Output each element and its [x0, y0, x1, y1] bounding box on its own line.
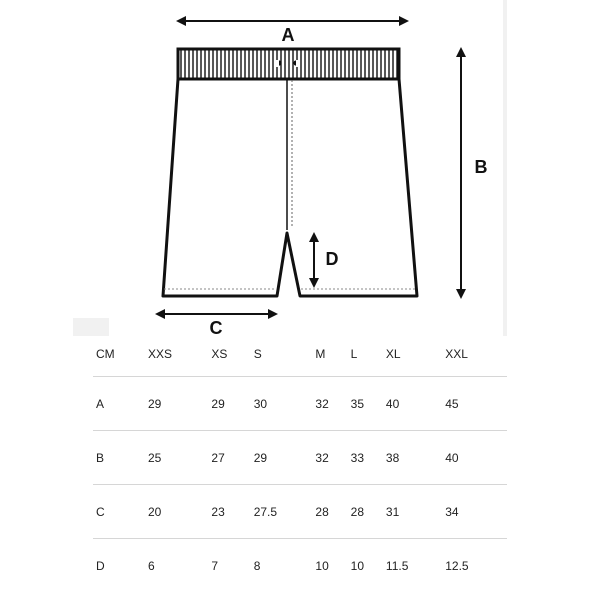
- table-row: [93, 431, 507, 485]
- table-cell: 45: [445, 377, 507, 431]
- row-label: A: [93, 377, 148, 431]
- table-cell: 38: [386, 431, 445, 485]
- size-header: XL: [386, 332, 445, 377]
- table-cell: 6: [148, 558, 155, 573]
- table-cell: 31: [386, 485, 445, 539]
- waistband: [178, 49, 399, 79]
- size-chart-table: [93, 332, 507, 592]
- size-header: XXS: [148, 332, 211, 377]
- table-cell: 28: [351, 485, 386, 539]
- table-cell: 34: [445, 485, 507, 539]
- table-cell: 29: [148, 377, 211, 431]
- table-cell: 33: [351, 431, 386, 485]
- table-cell: 7: [211, 558, 219, 573]
- shorts-body: [163, 79, 417, 296]
- size-header: L: [351, 332, 386, 377]
- table-row: [93, 485, 507, 539]
- row-label: C: [93, 485, 148, 539]
- table-cell: 30: [254, 377, 316, 431]
- table-cell: 35: [351, 377, 386, 431]
- size-header: M: [315, 332, 350, 377]
- table-cell: 23: [211, 485, 253, 539]
- table-cell: 20: [148, 485, 211, 539]
- table-cell: 10: [350, 558, 365, 573]
- table-cell: 32: [315, 431, 350, 485]
- table-cell: 27.5: [254, 485, 316, 539]
- table-cell: 32: [315, 377, 350, 431]
- table-header-row: [93, 332, 507, 377]
- table-row: [93, 377, 507, 431]
- table-cell: 29: [254, 431, 316, 485]
- label-b: B: [474, 157, 488, 177]
- table-cell: 10: [315, 558, 329, 573]
- table-cell: 28: [315, 485, 350, 539]
- table-cell: 40: [445, 431, 507, 485]
- table-cell: 25: [148, 431, 211, 485]
- size-header: XS: [211, 332, 253, 377]
- table-cell: 12.5: [445, 558, 469, 573]
- row-label: B: [93, 431, 148, 485]
- label-c: C: [209, 318, 223, 338]
- table-cell: 29: [211, 377, 253, 431]
- table-cell: 27: [211, 431, 253, 485]
- label-d: D: [325, 249, 339, 269]
- table-cell: 8: [253, 558, 261, 573]
- row-label: D: [96, 558, 105, 573]
- table-row: [93, 539, 507, 593]
- table-cell: 11.5: [385, 558, 409, 573]
- table-cell: 40: [386, 377, 445, 431]
- label-a: A: [281, 25, 295, 45]
- size-header: S: [254, 332, 316, 377]
- size-header: XXL: [445, 332, 507, 377]
- unit-label: CM: [93, 332, 148, 377]
